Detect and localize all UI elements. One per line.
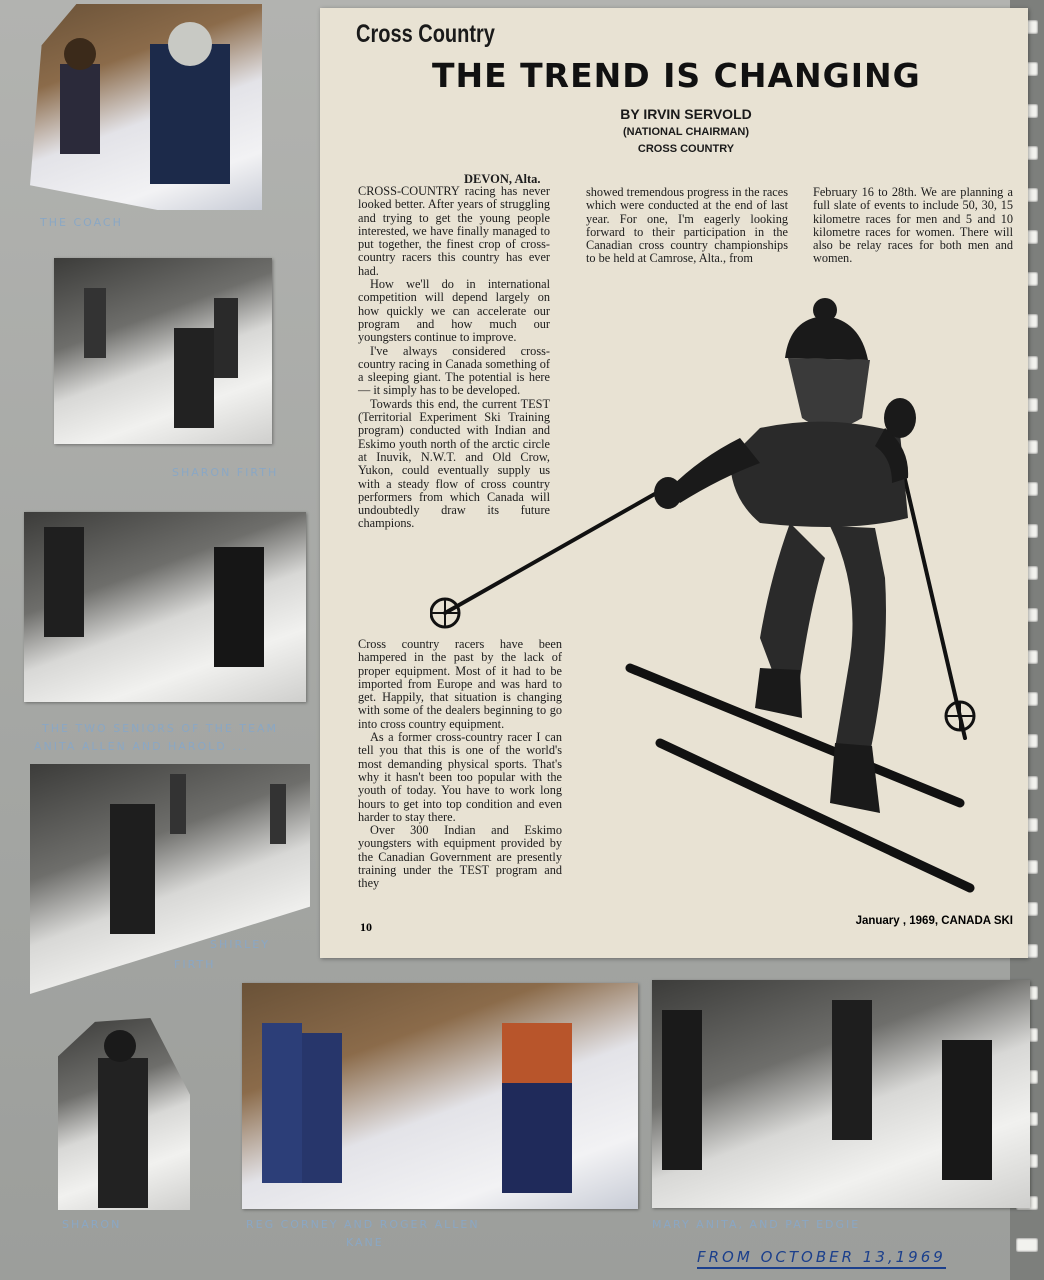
photo-sharon-firth: [54, 258, 272, 444]
source-date-note: FROM OCTOBER 13,1969: [697, 1248, 946, 1269]
paragraph: showed tremendous progress in the races which were conducted at the end of last year. For one, I'm eagerly looking forward to their participation in the Canadian cross country championships to be held at Camrose, Alta., from: [586, 185, 788, 266]
publication-footer: January , 1969, CANADA SKI: [855, 915, 1013, 927]
caption-mary-anita-pat: MARY ANITA, AND PAT EDGIE: [652, 1218, 861, 1231]
dateline: DEVON, Alta.: [464, 172, 541, 186]
paragraph: February 16 to 28th. We are planning a full slate of events to include 50, 30, 15 kilometre races for men and 5 and 10 kilometre races for women. There will also be relay races for both men and women.: [813, 185, 1013, 266]
paragraph: Towards this end, the current TEST (Territorial Experiment Ski Training program) conducted with Indian and Eskimo youth north of the arctic circle at Inuvik, N.W.T. and Old Crow, Yukon, could eventually supply us with a steady flow of cross country performers from which Canada will undoubtedly draw its future champions.: [358, 396, 550, 531]
byline: BY IRVIN SERVOLD: [620, 106, 752, 122]
byline-section: CROSS COUNTRY: [637, 143, 735, 155]
paragraph: Cross country racers have been hampered in the past by the lack of proper equipment. Most of it had to be imported from Europe and was hard to get. Happily, that situation is changing with some of the dealers beginning to go into cross country equipment.: [358, 637, 562, 731]
photo-mary-anita-pat: [652, 980, 1030, 1208]
page-number: 10: [360, 920, 372, 934]
caption-coach: THE COACH: [40, 216, 123, 229]
caption-kane: KANE: [346, 1236, 384, 1249]
newspaper-clipping: [320, 8, 1028, 958]
paragraph: CROSS-COUNTRY racing has never looked better. After years of struggling and trying to get the young people interested, we have finally managed to put together, the finest crop of cross-country racers this country has ever had.: [358, 184, 550, 278]
caption-firth: FIRTH: [174, 958, 216, 971]
paragraph: How we'll do in international competition will depend largely on how quickly we can accelerate our program and how much our youngsters continue to improve.: [358, 277, 550, 345]
article-column-2: [586, 186, 788, 266]
paragraph: As a former cross-country racer I can tell you that this is one of the world's most demanding physical sports. That's why it hasn't been too popular with the youth of today. You have to work long hours to get into top condition and even harder to stay there.: [358, 730, 562, 824]
byline-block: [606, 106, 766, 155]
caption-sharon: SHARON: [62, 1218, 122, 1231]
photo-figures: [242, 983, 638, 1209]
photo-figures: [652, 980, 1030, 1208]
paragraph: I've always considered cross-country racing in Canada something of a sleeping giant. The potential is here — it simply has to be developed.: [358, 343, 550, 398]
section-label: Cross Country: [356, 20, 495, 48]
article-column-3: [813, 186, 1013, 266]
paragraph: Over 300 Indian and Eskimo youngsters with equipment provided by the Canadian Government are presently training under the TEST program and they: [358, 823, 562, 891]
photo-reg-corney-roger-allen: [242, 983, 638, 1209]
photo-two-seniors: [24, 512, 306, 702]
photo-coach: [30, 4, 262, 210]
byline-role: (NATIONAL CHAIRMAN): [622, 126, 750, 138]
headline: THE TREND IS CHANGING: [432, 56, 921, 95]
caption-two-seniors-names: ANITA ALLEN AND HAROLD ...: [34, 740, 249, 753]
skier-illustration: [430, 298, 990, 908]
photo-figures: [54, 258, 272, 444]
caption-sharon-firth: SHARON FIRTH: [172, 466, 279, 479]
caption-shirley: SHIRLEY: [210, 938, 270, 951]
photo-figures: [24, 512, 306, 702]
caption-two-seniors: THE TWO SENIORS OF THE TEAM: [42, 722, 278, 735]
photo-figures: [30, 4, 262, 210]
caption-reg-corney-roger-allen: REG CORNEY AND ROGER ALLEN: [246, 1218, 480, 1231]
